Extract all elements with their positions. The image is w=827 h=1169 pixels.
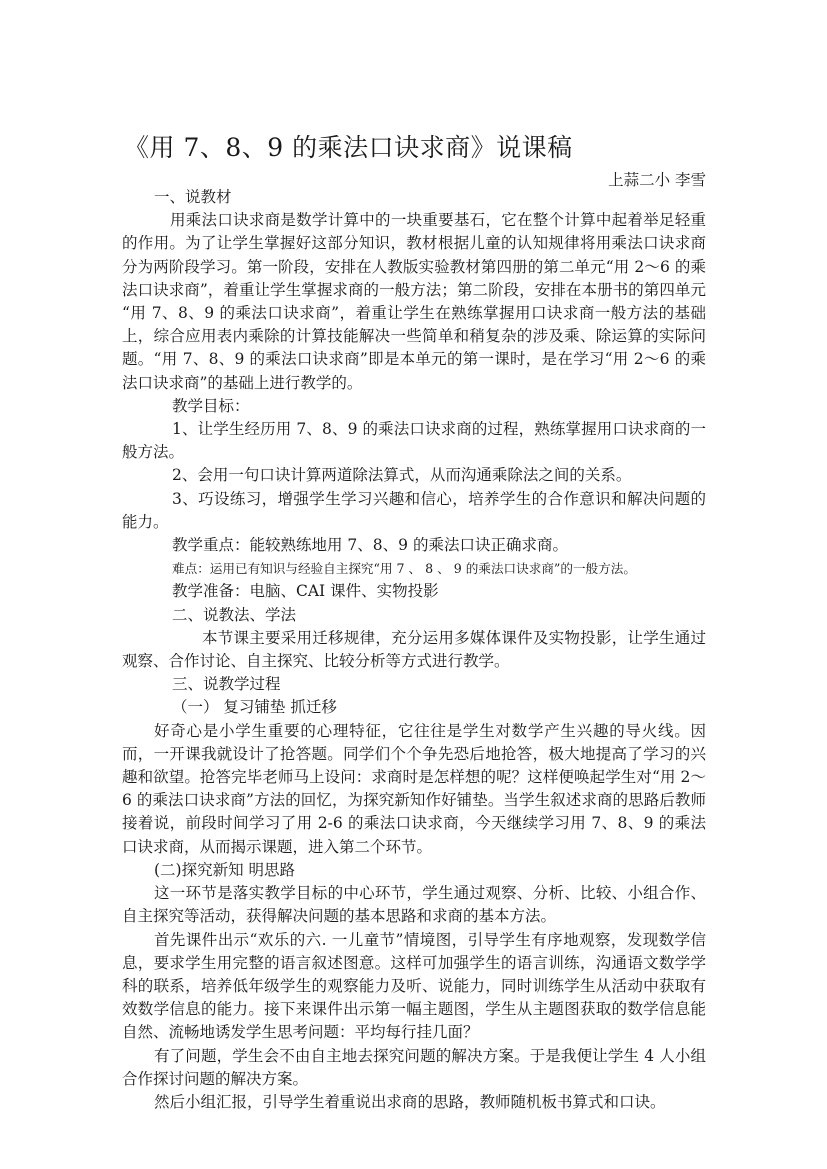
- paragraph-courseware: 首先课件出示“欢乐的六. 一儿童节”情境图，引导学生有序地观察，发现数学信息，要求学生用完整的语言叙述图意。这样可加强学生的语言训练，沟通语文数学学科的联系，培养低年级学生的观察能力及听、说能力，同时训练学生从活动中获取有效数学信息的能力。接下来课件出示第一幅主题图，学生从主题图获取的数学信息能自然、流畅地诱发学生思考问题：平均每行挂几面？: [122, 930, 706, 1042]
- paragraph-review: 好奇心是小学生重要的心理特征，它往往是学生对数学产生兴趣的导火线。因而，一开课我就设计了抢答题。同学们个个争先恐后地抢答，极大地提高了学习的兴趣和欲望。抢答完毕老师马上设问：求商时是怎样想的呢？这样便唤起学生对“用 2～6 的乘法口诀求商”方法的回忆，为探究新知作好铺垫。当学生叙述求商的思路后教师接着说，前段时间学习了用 2-6 的乘法口诀求商，今天继续学习用 7、8、9 的乘法口诀求商，从而揭示课题，进入第二个环节。: [122, 721, 706, 856]
- difficulty: 难点：运用已有知识与经验自主探究“用 7 、 8 、 9 的乘法口诀求商”的一般方法。: [172, 561, 636, 577]
- goal-2: 2、会用一句口诀计算两道除法算式，从而沟通乘除法之间的关系。: [172, 466, 632, 485]
- section-heading-3: 三、说教学过程: [172, 675, 281, 694]
- section-heading-1: 一、说教材: [154, 188, 232, 206]
- document-title: 《用 7、8、9 的乘法口诀求商》说课稿: [124, 133, 573, 162]
- paragraph-group-work: 有了问题，学生会不由自主地去探究问题的解决方案。于是我便让学生 4 人小组合作探讨问题的解决方案。: [122, 1046, 706, 1088]
- paragraph-report: 然后小组汇报，引导学生着重说出求商的思路，教师随机板书算式和口诀。: [154, 1092, 666, 1111]
- paragraph-methods: 本节课主要采用迁移规律，充分运用多媒体课件及实物投影，让学生通过观察、合作讨论、自主探究、比较分析等方式进行教学。: [122, 628, 706, 671]
- subsection-heading-1: （一） 复习铺垫 抓迁移: [172, 698, 337, 717]
- paragraph-explore-intro: 这一环节是落实教学目标的中心环节，学生通过观察、分析、比较、小组合作、自主探究等活动，获得解决问题的基本思路和求商的基本方法。: [122, 884, 706, 926]
- goals-heading: 教学目标：: [172, 396, 250, 415]
- paragraph-textbook: 用乘法口诀求商是数学计算中的一块重要基石，它在整个计算中起着举足轻重的作用。为了让学生掌握好这部分知识，教材根据儿童的认知规律将用乘法口诀求商分为两阶段学习。第一阶段，安排在人教版实验教材第四册的第二单元“用 2～6 的乘法口诀求商”，着重让学生掌握求商的一般方法；第二阶段，安排在本册书的第四单元 “用 7、8、9 的乘法口诀求商”，着重让学生在熟练掌握用口诀求商一般方法的基础上，综合应用表内乘除的计算技能解决一些简单和稍复杂的涉及乘、除运算的实际问题。“用 7、8、9 的乘法口诀求商”即是本单元的第一课时，是在学习“用 2～6 的乘法口诀求商”的基础上进行教学的。: [122, 211, 706, 392]
- key-point: 教学重点：能较熟练地用 7、8、9 的乘法口诀正确求商。: [172, 536, 568, 555]
- goal-1: 1、让学生经历用 7、8、9 的乘法口诀求商的过程，熟练掌握用口诀求商的一般方法。: [122, 420, 706, 462]
- section-heading-2: 二、说教法、学法: [172, 605, 297, 624]
- subsection-heading-2: (二)探究新知 明思路: [154, 860, 296, 879]
- goal-3: 3、巧设练习，增强学生学习兴趣和信心，培养学生的合作意识和解决问题的能力。: [122, 489, 706, 531]
- document-body: [122, 186, 706, 1114]
- author-line: 上蒜二小 李雪: [608, 171, 706, 189]
- preparation: 教学准备：电脑、CAI 课件、实物投影: [172, 582, 439, 601]
